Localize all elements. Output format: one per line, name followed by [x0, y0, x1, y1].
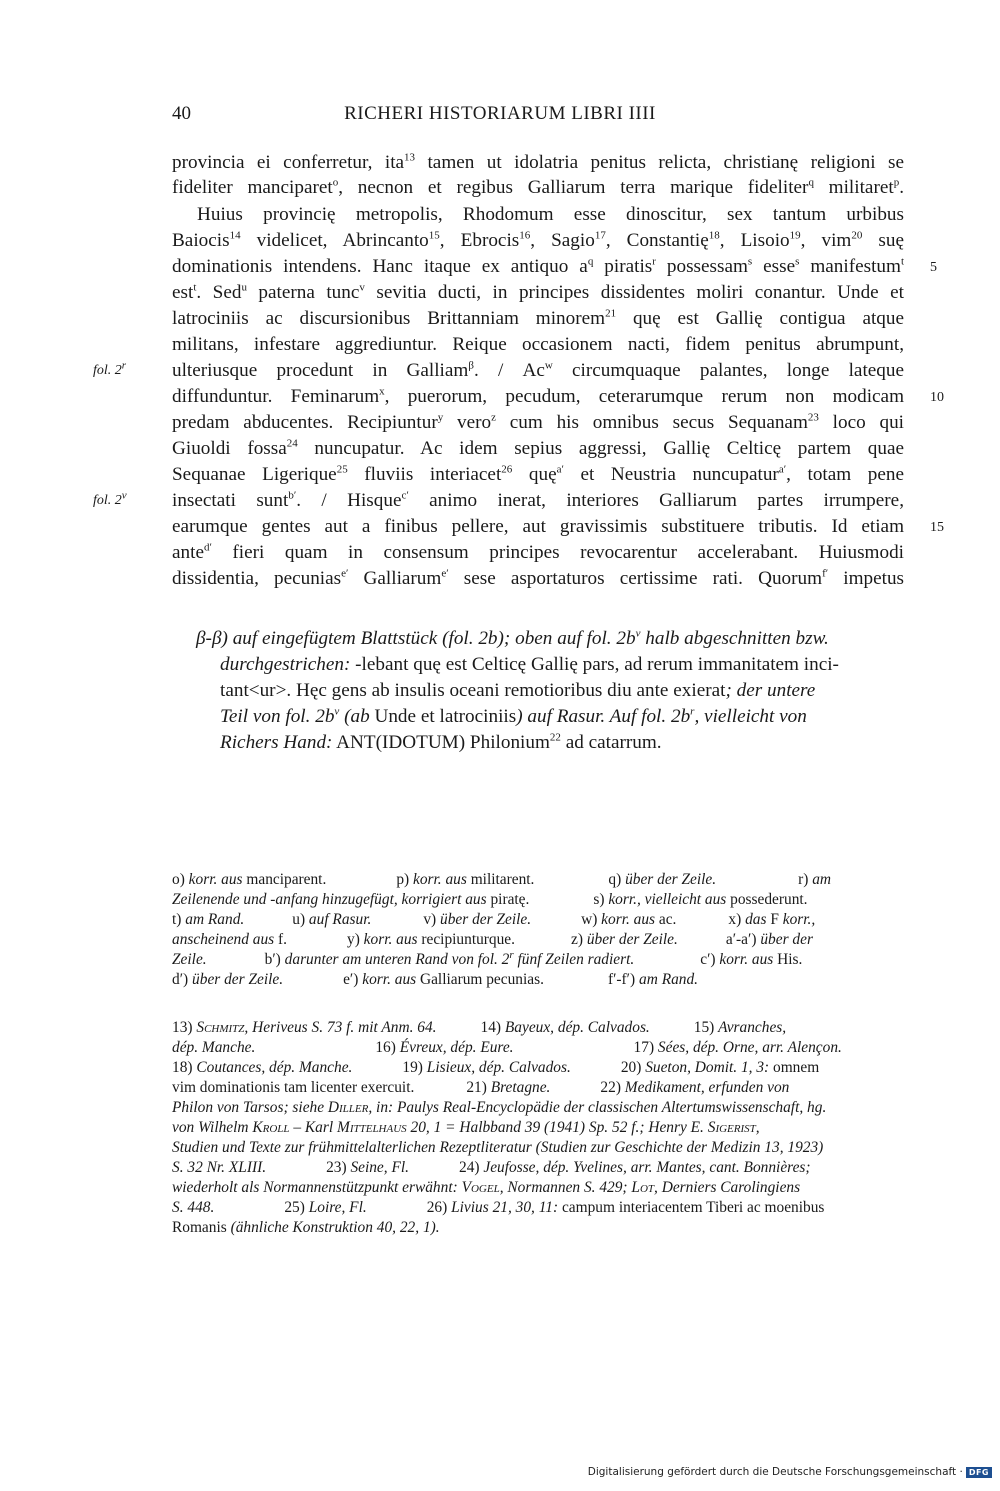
dfg-logo-icon: DFG	[966, 1467, 992, 1478]
beta-note-line: tant<ur>. Hęc gens ab insulis oceani remotioribus diu ante exierat; der untere	[220, 680, 816, 701]
footnote-line: anscheinend aus f. y) korr. aus recipiunturque. z) über der Zeile. a′-a′) über der	[172, 931, 813, 948]
footnote-line: Zeile. b′) darunter am unteren Rand von fol. 2$^r$ fünf Zeilen radiert. c′) korr. aus His.	[172, 948, 803, 968]
footnote-line: Romanis (ähnliche Konstruktion 40, 22, 1).	[172, 1219, 440, 1236]
footnote-line: dép. Manche. 16) Évreux, dép. Eure. 17) Sées, dép. Orne, arr. Alençon.	[172, 1039, 842, 1056]
line-number-15: 15	[930, 520, 944, 535]
beta-note-line: Richers Hand: ANT(IDOTUM) Philonium$^{22}$ ad catarrum.	[220, 731, 662, 753]
text-line: ulteriusque procedunt in Galliam$^\beta$. / Ac$^w$ circumquaque palantes, longe lateque	[172, 359, 904, 381]
folio-note-2v: fol. 2$^v$	[93, 489, 127, 508]
text-line: ante$^{d'}$ fieri quam in consensum principes revocarentur accelerabant. Huiusmodi	[172, 541, 904, 563]
beta-note-line: durchgestrichen: -lebant quę est Celticę Gallię pars, ad rerum immanitatem inci-	[220, 654, 839, 675]
text-line: Huius provincię metropolis, Rhodomum esse dinoscitur, sex tantum urbibus	[197, 204, 904, 225]
text-line: dissidentia, pecunias$^{e'}$ Galliarum$^{e'}$ sese asportaturos certissime rati. Quorum$^{f'}$ impetus	[172, 567, 905, 589]
text-line: Baiocis$^{14}$ videlicet, Abrincanto$^{15}$, Ebrocis$^{16}$, Sagio$^{17}$, Constantię$^{18}$, Lisoio$^{19}$, vim$^{20}$ suę	[172, 229, 904, 251]
text-line: provincia ei conferretur, ita$^{13}$ tamen ut idolatria penitus relicta, christianę religioni se	[172, 151, 904, 173]
footnote-line: von Wilhelm Kroll – Karl Mittelhaus 20, 1 = Halbband 39 (1941) Sp. 52 f.; Henry E. Sigerist,	[172, 1119, 760, 1136]
folio-note-2r: fol. 2$^r$	[93, 359, 127, 378]
footnote-line: Studien und Texte zur frühmittelalterlichen Rezeptliteratur (Studien zur Geschichte der Medizin 13, 1923)	[172, 1139, 824, 1156]
footnote-line: S. 448. 25) Loire, Fl. 26) Livius 21, 30, 11: campum interiacentem Tiberi ac moenibus	[172, 1199, 825, 1216]
footnote-line: 13) Schmitz, Heriveus S. 73 f. mit Anm. 64. 14) Bayeux, dép. Calvados. 15) Avranches,	[172, 1019, 787, 1036]
text-line: dominationis intendens. Hanc itaque ex antiquo $a^q$ piratis$^r$ possessam$^s$ esse$^s$ manifestum$^t$	[172, 255, 905, 277]
text-line: latrociniis ac discursionibus Brittanniam minorem$^{21}$ quę est Gallię contigua atque	[172, 307, 904, 329]
footnote-line: wiederholt als Normannenstützpunkt erwähnt: Vogel, Normannen S. 429; Lot, Derniers Carolingiens	[172, 1179, 801, 1196]
footnote-line: o) korr. aus manciparent. p) korr. aus militarent. q) über der Zeile. r) am	[172, 871, 832, 888]
text-line: est$^t$. Sed$^u$ paterna tunc$^v$ sevitia ducti, in principes dissidentes moliri conantur. Unde et	[172, 281, 905, 303]
footnote-line: 18) Coutances, dép. Manche. 19) Lisieux, dép. Calvados. 20) Sueton, Domit. 1, 3: omnem	[172, 1059, 820, 1076]
text-line: insectati sunt$^{b'}$. / Hisque$^{c'}$ animo inerat, interiores Galliarum partes irrumpere,	[172, 489, 904, 511]
footnote-line: Zeilenende und -anfang hinzugefügt, korrigiert aus piratę. s) korr., vielleicht aus possederunt.	[172, 891, 808, 908]
text-line: Sequanae Ligerique$^{25}$ fluviis interiacet$^{26}$ quę$^{a'}$ et Neustria nuncupatur$^{a'}$, totam pene	[172, 463, 904, 485]
text-line: fideliter manciparet$^o$, necnon et regibus Galliarum terra marique fideliter$^q$ militaret$^p$.	[172, 176, 904, 198]
page-number: 40	[172, 103, 191, 124]
line-number-5: 5	[930, 260, 937, 275]
footnote-line: t) am Rand. u) auf Rasur. v) über der Zeile. w) korr. aus ac. x) das F korr.,	[172, 911, 816, 928]
text-line: Giuoldi fossa$^{24}$ nuncupatur. Ac idem sepius aggressi, Gallię Celticę partem quae	[172, 437, 904, 459]
text-line: predam abducentes. Recipiuntur$^y$ vero$^z$ cum his omnibus secus Sequanam$^{23}$ loco qui	[172, 411, 904, 433]
text-line: earumque gentes aut a finibus pellere, aut gravissimis substituere tributis. Id etiam	[172, 516, 904, 537]
text-line: militans, infestare aggrediuntur. Reique occasionem nacti, fidem penitus abrumpunt,	[172, 334, 904, 355]
running-title: RICHERI HISTORIARUM LIBRI IIII	[344, 103, 656, 124]
text-line: diffunduntur. Feminarum$^x$, puerorum, pecudum, ceterarumque rerum non modicam	[172, 385, 904, 407]
beta-note-line: β-β) auf eingefügtem Blattstück (fol. 2b); oben auf fol. $2b^v$ halb abgeschnitten bzw.	[196, 627, 829, 649]
footnote-line: S. 32 Nr. XLIII. 23) Seine, Fl. 24) Jeufosse, dép. Yvelines, arr. Mantes, cant. Bonnières;	[172, 1159, 811, 1176]
footnote-line: vim dominationis tam licenter exercuit. 21) Bretagne. 22) Medikament, erfunden von	[172, 1079, 790, 1096]
footnote-line: Philon von Tarsos; siehe Diller, in: Paulys Real-Encyclopädie der classischen Altertumswissenschaft, hg.	[172, 1099, 827, 1116]
scan-credit	[588, 1466, 992, 1478]
beta-note-line: Teil von fol. $2b^v$ (ab Unde et latrociniis) auf Rasur. Auf fol. $2b^r$, vielleicht von	[220, 705, 807, 727]
scan-credit-text: Digitalisierung gefördert durch die Deutsche Forschungsgemeinschaft ·	[587, 1466, 963, 1478]
footnote-line: d′) über der Zeile. e′) korr. aus Galliarum pecunias. f′-f′) am Rand.	[172, 971, 699, 988]
line-number-10: 10	[930, 390, 944, 405]
